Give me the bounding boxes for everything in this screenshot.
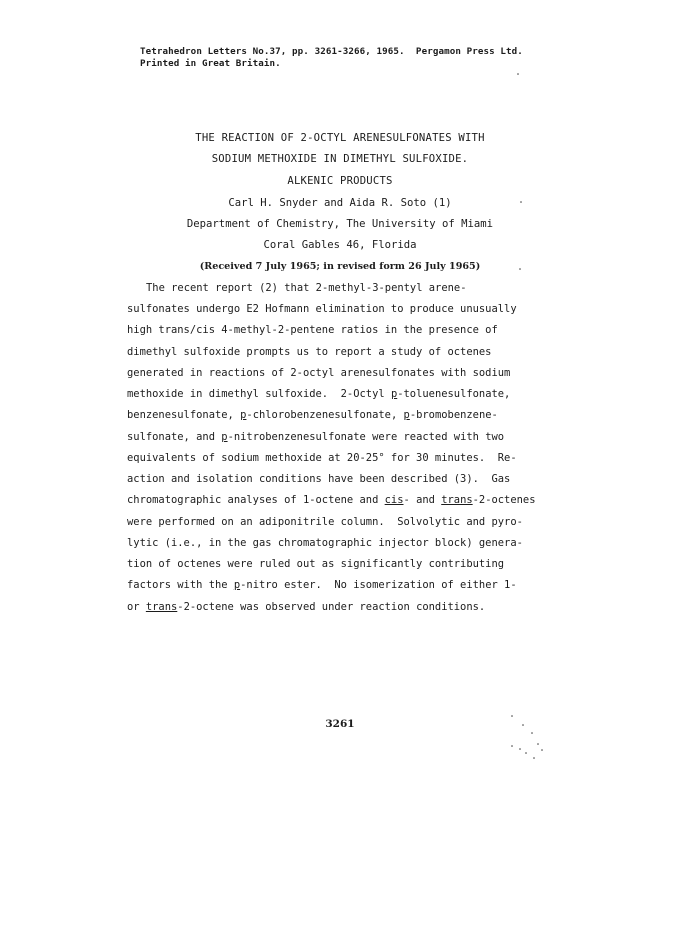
body-line-8: sulfonate, and p-nitrobenzenesulfonate were reacted with two bbox=[127, 431, 505, 443]
page-number: 3261 bbox=[325, 718, 355, 730]
body-line-4: dimethyl sulfoxide prompts us to report a study of octenes bbox=[127, 346, 492, 358]
title-line-1: THE REACTION OF 2-OCTYL ARENESULFONATES WITH bbox=[195, 132, 485, 144]
body-line-13: lytic (i.e., in the gas chromatographic injector block) genera- bbox=[127, 537, 523, 549]
body-line-7: benzenesulfonate, p-chlorobenzenesulfonate, p-bromobenzene- bbox=[127, 409, 498, 421]
body-line-14: tion of octenes were ruled out as significantly contributing bbox=[127, 558, 505, 570]
body-line-10: action and isolation conditions have been described (3). Gas bbox=[127, 473, 511, 485]
received-dates: (Received 7 July 1965; in revised form 26 July 1965) bbox=[199, 261, 481, 272]
body-line-15: factors with the p-nitro ester. No isomerization of either 1- bbox=[127, 579, 517, 591]
title-line-2: SODIUM METHOXIDE IN DIMETHYL SULFOXIDE. bbox=[211, 153, 469, 165]
body-line-6: methoxide in dimethyl sulfoxide. 2-Octyl p-toluenesulfonate, bbox=[127, 388, 511, 400]
body-line-5: generated in reactions of 2-octyl arenesulfonates with sodium bbox=[127, 367, 511, 379]
journal-citation: Tetrahedron Letters No.37, pp. 3261-3266, 1965. Pergamon Press Ltd. bbox=[140, 46, 523, 57]
body-line-12: were performed on an adiponitrile column. Solvolytic and pyro- bbox=[127, 516, 523, 528]
affiliation-line-1: Department of Chemistry, The University of Miami bbox=[186, 218, 494, 230]
body-line-3: high trans/cis 4-methyl-2-pentene ratios in the presence of bbox=[127, 324, 498, 336]
title-line-3: ALKENIC PRODUCTS bbox=[287, 175, 393, 187]
body-line-16: or trans-2-octene was observed under reaction conditions. bbox=[127, 601, 486, 613]
body-line-2: sulfonates undergo E2 Hofmann elimination to produce unusually bbox=[127, 303, 517, 315]
body-line-1: The recent report (2) that 2-methyl-3-pentyl arene- bbox=[146, 282, 467, 294]
authors: Carl H. Snyder and Aida R. Soto (1) bbox=[228, 197, 452, 209]
body-line-11: chromatographic analyses of 1-octene and cis- and trans-2-octenes bbox=[127, 494, 536, 506]
body-line-9: equivalents of sodium methoxide at 20-25° for 30 minutes. Re- bbox=[127, 452, 517, 464]
printed-in-line: Printed in Great Britain. bbox=[140, 58, 281, 69]
affiliation-line-2: Coral Gables 46, Florida bbox=[263, 239, 417, 251]
